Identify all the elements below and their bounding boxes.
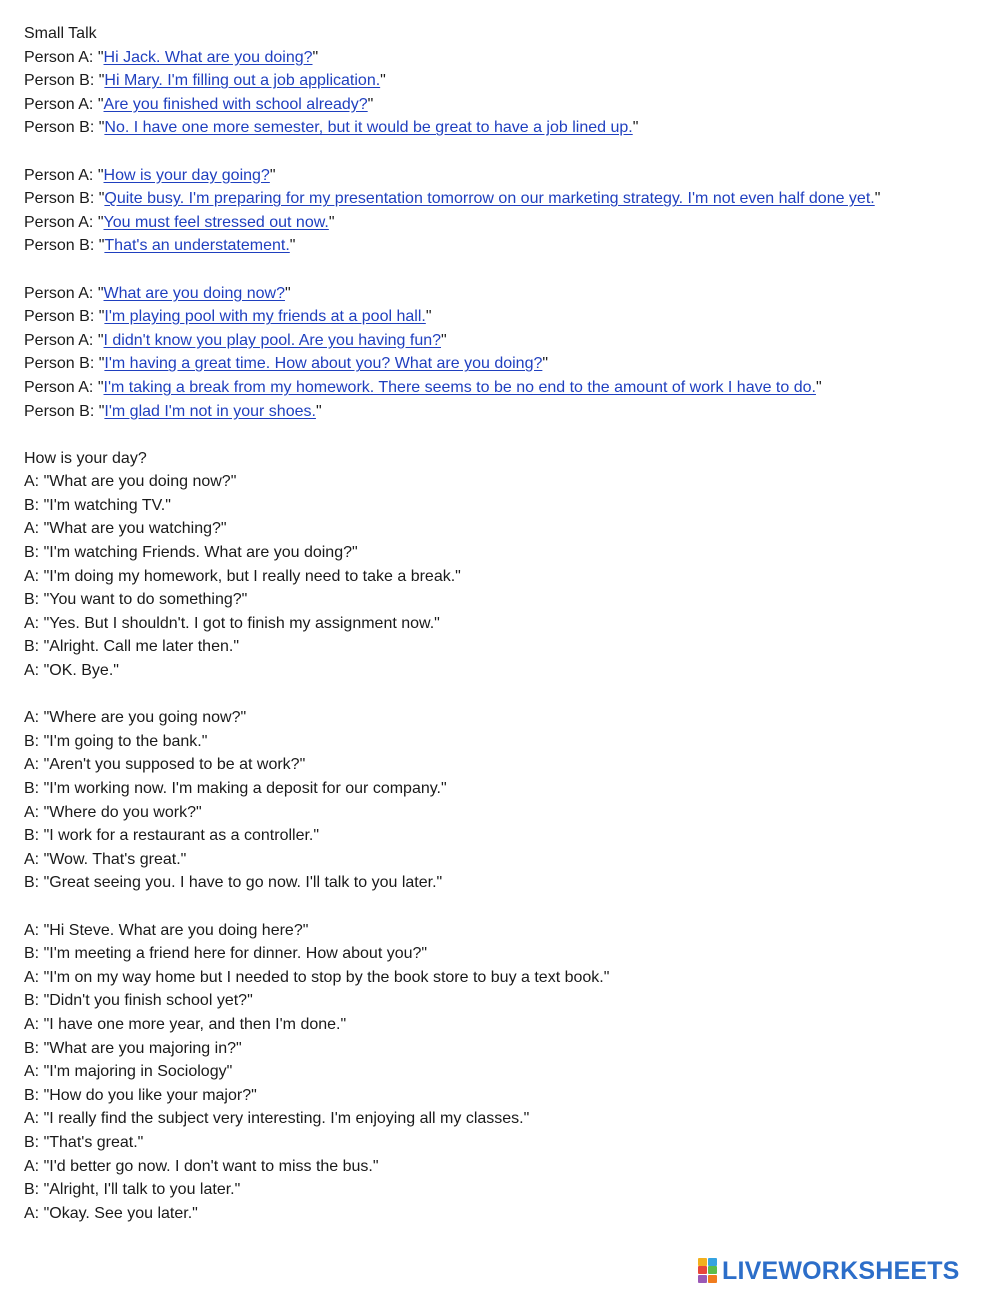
dialog-line: A: "I really find the subject very interesting. I'm enjoying all my classes." xyxy=(24,1110,530,1128)
spacer xyxy=(24,258,984,282)
dialog-line: B: "I'm watching TV." xyxy=(24,496,171,514)
close-quote: " xyxy=(367,95,374,113)
speaker-label: Person A: xyxy=(24,284,98,302)
open-quote: " xyxy=(98,402,105,420)
speaker-label: Person B: xyxy=(24,119,99,137)
speaker-label: Person B: xyxy=(24,237,99,255)
worksheet-document xyxy=(24,22,984,1225)
section-title-small-talk: Small Talk xyxy=(24,25,97,42)
dialog-link[interactable]: I'm glad I'm not in your shoes. xyxy=(104,402,316,420)
speaker-label: Person B: xyxy=(24,190,99,208)
dialog-link[interactable]: What are you doing now? xyxy=(103,284,285,302)
open-quote: " xyxy=(97,166,104,184)
dialog-link[interactable]: I didn't know you play pool. Are you having fun? xyxy=(103,331,442,349)
dialog-block-5 xyxy=(24,706,984,895)
dialog-line: B: "I'm meeting a friend here for dinner. How about you?" xyxy=(24,945,428,963)
dialog-line: A: "I'm on my way home but I needed to stop by the book store to buy a text book." xyxy=(24,968,610,986)
close-quote: " xyxy=(269,166,276,184)
logo-square xyxy=(708,1275,717,1283)
close-quote: " xyxy=(312,48,319,66)
dialog-line xyxy=(24,93,984,117)
dialog-link[interactable]: That's an understatement. xyxy=(104,237,290,255)
dialog-line: B: "You want to do something?" xyxy=(24,591,248,609)
dialog-line xyxy=(24,164,984,188)
spacer xyxy=(24,423,984,447)
open-quote: " xyxy=(97,48,104,66)
logo-square xyxy=(698,1275,707,1283)
dialog-line: A: "I'd better go now. I don't want to miss the bus." xyxy=(24,1157,379,1175)
dialog-line: B: "How do you like your major?" xyxy=(24,1086,257,1104)
dialog-line: A: "Where do you work?" xyxy=(24,803,202,821)
speaker-label: Person A: xyxy=(24,331,98,349)
dialog-line xyxy=(24,352,984,376)
dialog-link[interactable]: Hi Jack. What are you doing? xyxy=(103,48,313,66)
close-quote: " xyxy=(289,237,296,255)
dialog-line xyxy=(24,234,984,258)
liveworksheets-wordmark: LIVEWORKSHEETS xyxy=(722,1256,960,1285)
dialog-link[interactable]: Quite busy. I'm preparing for my presentation tomorrow on our marketing strategy. I'm not even half done yet. xyxy=(104,190,875,208)
dialog-line: B: "Alright. Call me later then." xyxy=(24,638,239,656)
logo-square xyxy=(708,1266,717,1274)
dialog-block-1 xyxy=(24,46,984,140)
dialog-line xyxy=(24,46,984,70)
dialog-link[interactable]: Are you finished with school already? xyxy=(103,95,368,113)
speaker-label: Person A: xyxy=(24,166,98,184)
dialog-line: A: "I'm majoring in Sociology" xyxy=(24,1063,233,1081)
dialog-line: A: "Aren't you supposed to be at work?" xyxy=(24,756,306,774)
dialog-line: B: "That's great." xyxy=(24,1133,144,1151)
speaker-label: Person B: xyxy=(24,72,99,90)
open-quote: " xyxy=(98,72,105,90)
open-quote: " xyxy=(97,95,104,113)
speaker-label: Person A: xyxy=(24,378,98,396)
speaker-label: Person A: xyxy=(24,95,98,113)
logo-square xyxy=(708,1258,717,1266)
dialog-line xyxy=(24,400,984,424)
dialog-link[interactable]: I'm playing pool with my friends at a pool hall. xyxy=(104,308,426,326)
speaker-label: Person B: xyxy=(24,355,99,373)
dialog-line xyxy=(24,187,984,211)
dialog-line xyxy=(24,282,984,306)
close-quote: " xyxy=(632,119,639,137)
close-quote: " xyxy=(425,308,432,326)
dialog-block-4 xyxy=(24,470,984,682)
dialog-line: A: "I have one more year, and then I'm done." xyxy=(24,1015,347,1033)
liveworksheets-logo-icon xyxy=(698,1258,718,1284)
dialog-block-3 xyxy=(24,282,984,424)
dialog-line xyxy=(24,69,984,93)
open-quote: " xyxy=(98,190,105,208)
close-quote: " xyxy=(328,213,335,231)
open-quote: " xyxy=(98,237,105,255)
dialog-line: A: "What are you doing now?" xyxy=(24,473,237,491)
spacer xyxy=(24,683,984,707)
dialog-line xyxy=(24,329,984,353)
dialog-link[interactable]: Hi Mary. I'm filling out a job application. xyxy=(104,72,381,90)
dialog-line: A: "Where are you going now?" xyxy=(24,709,247,727)
dialog-link[interactable]: No. I have one more semester, but it would be great to have a job lined up. xyxy=(104,119,633,137)
dialog-line xyxy=(24,376,984,400)
open-quote: " xyxy=(97,284,104,302)
speaker-label: Person B: xyxy=(24,308,99,326)
close-quote: " xyxy=(380,72,386,90)
dialog-line: B: "What are you majoring in?" xyxy=(24,1039,242,1057)
dialog-line xyxy=(24,116,984,140)
dialog-line: B: "Great seeing you. I have to go now. I'll talk to you later." xyxy=(24,874,443,892)
open-quote: " xyxy=(97,213,104,231)
dialog-line: B: "I'm working now. I'm making a deposit for our company." xyxy=(24,780,447,797)
dialog-link[interactable]: How is your day going? xyxy=(103,166,270,184)
dialog-line: B: "I work for a restaurant as a controller." xyxy=(24,827,320,845)
dialog-block-6 xyxy=(24,919,984,1226)
close-quote: " xyxy=(315,402,322,420)
close-quote: " xyxy=(542,355,549,373)
close-quote: " xyxy=(874,190,881,208)
dialog-line xyxy=(24,305,984,329)
dialog-line: A: "OK. Bye." xyxy=(24,662,119,680)
dialog-link[interactable]: I'm having a great time. How about you? What are you doing? xyxy=(104,355,543,373)
open-quote: " xyxy=(98,355,105,373)
speaker-label: Person A: xyxy=(24,213,98,231)
dialog-line: B: "Alright, I'll talk to you later." xyxy=(24,1181,241,1199)
dialog-block-2 xyxy=(24,164,984,258)
dialog-line: A: "Hi Steve. What are you doing here?" xyxy=(24,921,309,939)
dialog-line xyxy=(24,211,984,235)
dialog-link[interactable]: You must feel stressed out now. xyxy=(103,213,329,231)
open-quote: " xyxy=(97,378,104,396)
dialog-link[interactable]: I'm taking a break from my homework. There seems to be no end to the amount of work I have to do. xyxy=(103,378,816,396)
logo-square xyxy=(698,1258,707,1266)
dialog-line: B: "I'm going to the bank." xyxy=(24,732,208,750)
liveworksheets-brand[interactable] xyxy=(698,1256,960,1286)
close-quote: " xyxy=(284,284,291,302)
spacer xyxy=(24,895,984,919)
open-quote: " xyxy=(97,331,104,349)
open-quote: " xyxy=(98,119,105,137)
dialog-line: A: "Okay. See you later." xyxy=(24,1204,198,1222)
open-quote: " xyxy=(98,308,105,326)
dialog-line: B: "I'm watching Friends. What are you doing?" xyxy=(24,544,358,562)
dialog-line: A: "Wow. That's great." xyxy=(24,850,187,868)
speaker-label: Person A: xyxy=(24,48,98,66)
close-quote: " xyxy=(441,331,447,349)
speaker-label: Person B: xyxy=(24,402,99,420)
spacer xyxy=(24,140,984,164)
logo-square xyxy=(698,1266,707,1274)
section-title-how-is-your-day: How is your day? xyxy=(24,449,147,467)
dialog-line: B: "Didn't you finish school yet?" xyxy=(24,992,253,1010)
dialog-line: A: "What are you watching?" xyxy=(24,520,227,538)
dialog-line: A: "Yes. But I shouldn't. I got to finish my assignment now." xyxy=(24,614,440,632)
dialog-line: A: "I'm doing my homework, but I really need to take a break." xyxy=(24,567,461,585)
close-quote: " xyxy=(815,378,822,396)
